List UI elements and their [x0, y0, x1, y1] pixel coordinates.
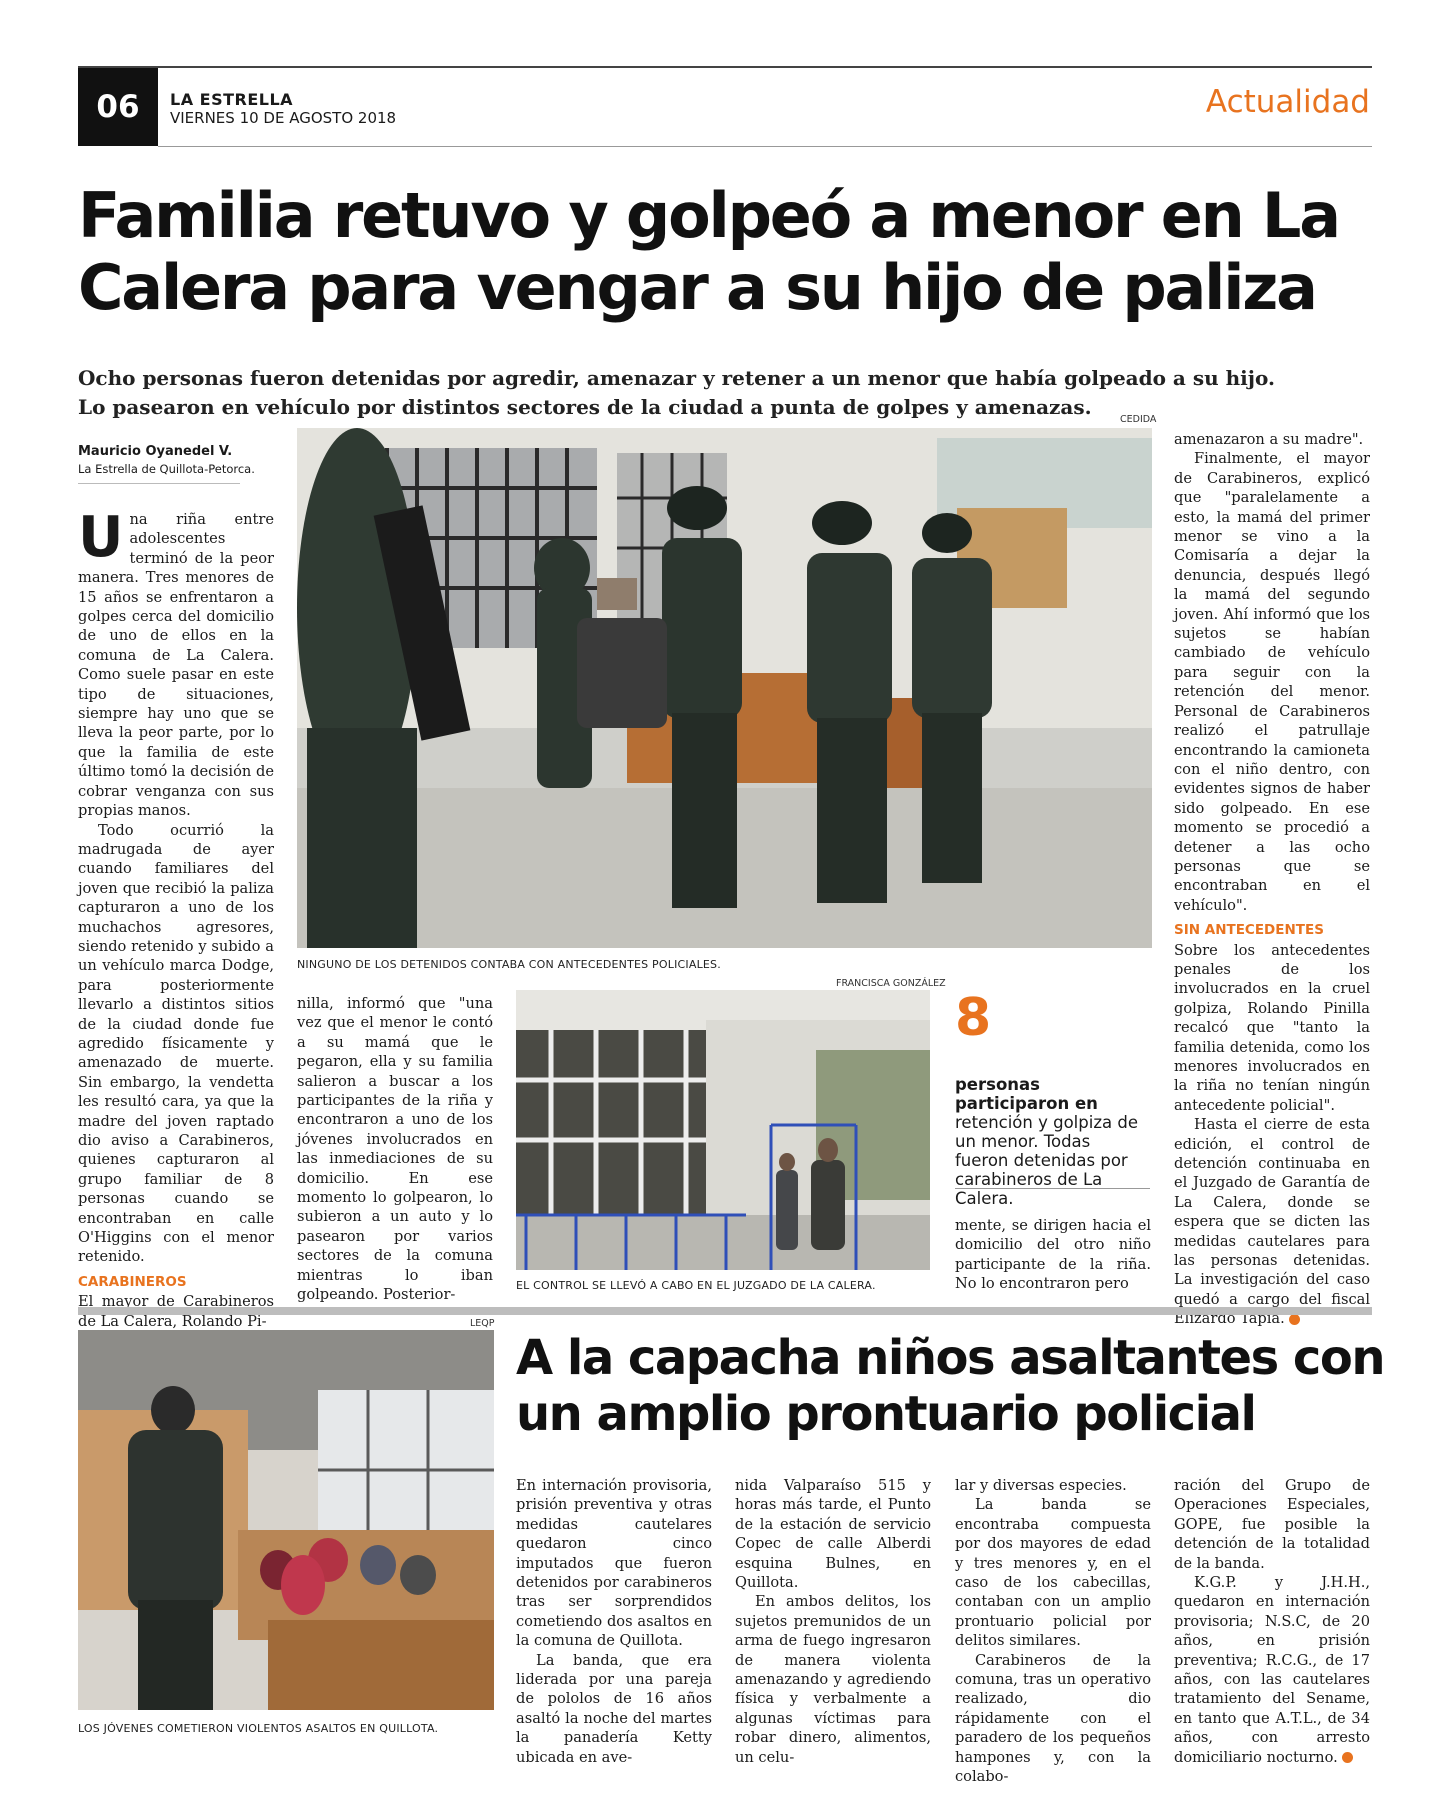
photo1-caption: NINGUNO DE LOS DETENIDOS CONTABA CON ANTECEDENTES POLICIALES.: [297, 958, 721, 971]
body-paragraph: Finalmente, el mayor de Carabineros, explicó que "paralelamente a esto, la mamá del primer menor se vino a la Comisaría a dejar la denuncia, después llegó la mamá del segundo joven. Ahí informó que los sujetos se habían cambiado de vehículo para seguir con la retención del menor. Personal de Carabineros realizó el patrullaje encontrando la camioneta con el niño dentro, con evidentes signos de haber sido golpeado. En ese momento se procedió a detener a las ocho personas que se encontraban en el vehículo".: [1174, 450, 1370, 914]
subhead-carabineros: CARABINEROS: [78, 1273, 187, 1290]
dropcap: U: [78, 505, 124, 570]
article1-headline: Familia retuvo y golpeó a menor en La Calera para vengar a su hijo de paliza: [78, 179, 1339, 324]
article1-deck: [78, 364, 1398, 422]
body-paragraph: lar y diversas especies.: [955, 1477, 1127, 1494]
photo1-credit: CEDIDA: [1120, 414, 1157, 425]
article1-column-3: [955, 1216, 1151, 1296]
article1-column-1: [78, 505, 274, 1330]
header-rule: [158, 146, 1372, 147]
author-name: Mauricio Oyanedel V.: [78, 444, 233, 459]
section-label: Actualidad: [1205, 84, 1370, 120]
end-mark-icon: [1289, 1314, 1300, 1325]
body-paragraph: amenazaron a su madre".: [1174, 431, 1364, 448]
photo2-caption: EL CONTROL SE LLEVÓ A CABO EN EL JUZGADO DE LA CALERA.: [516, 1279, 876, 1292]
body-paragraph: Una riña entre adolescentes terminó de la peor manera. Tres menores de 15 años se enfrentaron a golpes cerca del domicilio de uno de ellos en la comuna de La Calera. Como suele pasar en este tipo de situaciones, siempre hay uno que se lleva la peor parte, por lo que la familia de este último tomó la decisión de cobrar venganza con sus propias manos.: [78, 505, 274, 820]
article2-headline: A la capacha niños asaltantes con un amplio prontuario policial: [516, 1330, 1384, 1442]
page-number: 06: [78, 68, 158, 146]
article2-column-3: [955, 1476, 1151, 1786]
subhead-sin-antecedentes: SIN ANTECEDENTES: [1174, 922, 1324, 939]
body-paragraph: En ambos delitos, los sujetos premunidos de un arma de fuego ingresaron de manera violenta amenazando y agrediendo física y verbalmente a algunas víctimas para robar dinero, alimentos, un celu-: [735, 1593, 931, 1766]
body-paragraph: El mayor de Carabineros de La Calera, Rolando Pi-: [78, 1293, 274, 1330]
article2-column-2: [735, 1476, 931, 1781]
fact-number: 8: [955, 988, 992, 1048]
fact-bold: personas participaron en: [955, 1075, 1098, 1113]
deck-line-1: Ocho personas fueron detenidas por agredir, amenazar y retener a un menor que había golpeado a su hijo.: [78, 366, 1275, 390]
body-paragraph: Carabineros de la comuna, tras un operativo realizado, dio rápidamente con el paradero de los pequeños hampones y, con la colabo-: [955, 1651, 1151, 1786]
photo3-caption: LOS JÓVENES COMETIERON VIOLENTOS ASALTOS EN QUILLOTA.: [78, 1722, 439, 1735]
body-paragraph: nida Valparaíso 515 y horas más tarde, el Punto de la estación de servicio Copec de calle Alberdi esquina Bulnes, en Quillota.: [735, 1477, 931, 1592]
photo2-credit: FRANCISCA GONZÁLEZ: [836, 978, 946, 989]
body-paragraph: K.G.P. y J.H.H., quedaron en internación provisoria; N.S.C, de 20 años, en prisión preventiva; R.C.G., de 17 años, con las cautelares tratamiento del Sename, en tanto que A.T.L., de 34 años, con arresto domiciliario nocturno.: [1174, 1574, 1370, 1766]
photo-courthouse-exterior: [516, 990, 930, 1270]
article1-column-2: [297, 994, 493, 1304]
body-paragraph: Sobre los antecedentes penales de los involucrados en la cruel golpiza, Rolando Pinilla recalcó que "tanto la familia detenida, como los menores involucrados en la riña no tenían ningún antecedente policial".: [1174, 941, 1370, 1114]
body-paragraph: Hasta el cierre de esta edición, el control de detención continuaba en el Juzgado de Garantía de La Calera, donde se espera que se dicten las medidas cautelares para las personas detenidas. La investigación del caso quedó a cargo del fiscal Elizardo Tapia.: [1174, 1116, 1370, 1328]
fact-rest: retención y golpiza de un menor. Todas fueron detenidas por carabineros de La Calera.: [955, 1113, 1138, 1208]
photo-hearing-room: [78, 1330, 494, 1710]
body-paragraph: La banda se encontraba compuesta por dos mayores de edad y tres menores y, en el caso de los cabecillas, contaban con un amplio prontuario policial por delitos similares.: [955, 1496, 1151, 1650]
article2-column-1: [516, 1476, 712, 1781]
newspaper-name: LA ESTRELLA: [170, 90, 294, 109]
body-paragraph: nilla, informó que "una vez que el menor le contó a su mamá que le pegaron, ella y su familia salieron a buscar a los participantes de la riña y encontraron a uno de los jóvenes involucrados en las inmediaciones de su domicilio. En ese momento lo golpearon, lo subieron a un auto y lo pasearon por varios sectores de la comuna mientras lo iban golpeando. Posterior-: [297, 995, 493, 1304]
body-paragraph: Todo ocurrió la madrugada de ayer cuando familiares del joven que recibió la paliza capturaron a uno de los muchachos agresores, siendo retenido y subido a un vehículo marca Dodge, para posteriormente llevarlo a distintos sitios de la ciudad donde fue agredido físicamente y amenazado de muerte. Sin embargo, la vendetta les resultó cara, ya que la madre del joven raptado dio aviso a Carabineros, quienes capturaron al grupo familiar de 8 personas cuando se encontraban en calle O'Higgins con el menor retenido.: [78, 821, 274, 1266]
courtroom-photo-illustration: [297, 428, 1152, 948]
article1-column-4: [1174, 430, 1370, 1328]
article2-column-4: [1174, 1476, 1370, 1781]
fact-rule: [955, 1188, 1150, 1189]
author-source: La Estrella de Quillota-Petorca.: [78, 462, 255, 476]
body-paragraph: ración del Grupo de Operaciones Especiales, GOPE, fue posible la detención de la totalidad de la banda.: [1174, 1477, 1370, 1572]
article-divider: [78, 1307, 1372, 1315]
body-paragraph: mente, se dirigen hacia el domicilio del otro niño participante de la riña. No lo encontraron pero: [955, 1217, 1151, 1293]
top-rule: [78, 66, 1372, 68]
photo3-credit: LEQP: [470, 1318, 495, 1329]
body-paragraph: En internación provisoria, prisión preventiva y otras medidas cautelares quedaron cinco imputados que fueron detenidos por carabineros tras ser sorprendidos cometiendo dos asaltos en la comuna de Quillota.: [516, 1477, 712, 1650]
end-mark-icon: [1342, 1752, 1353, 1763]
deck-line-2: Lo pasearon en vehículo por distintos sectores de la ciudad a punta de golpes y amenazas.: [78, 395, 1092, 419]
issue-date: VIERNES 10 DE AGOSTO 2018: [170, 109, 397, 127]
body-paragraph: La banda, que era liderada por una pareja de pololos de 16 años asaltó la noche del martes la panadería Ketty ubicada en ave-: [516, 1651, 712, 1766]
photo-courtroom-guards: [297, 428, 1152, 948]
hearing-photo-illustration: [78, 1330, 494, 1710]
author-rule: [78, 483, 240, 484]
courthouse-photo-illustration: [516, 990, 930, 1270]
